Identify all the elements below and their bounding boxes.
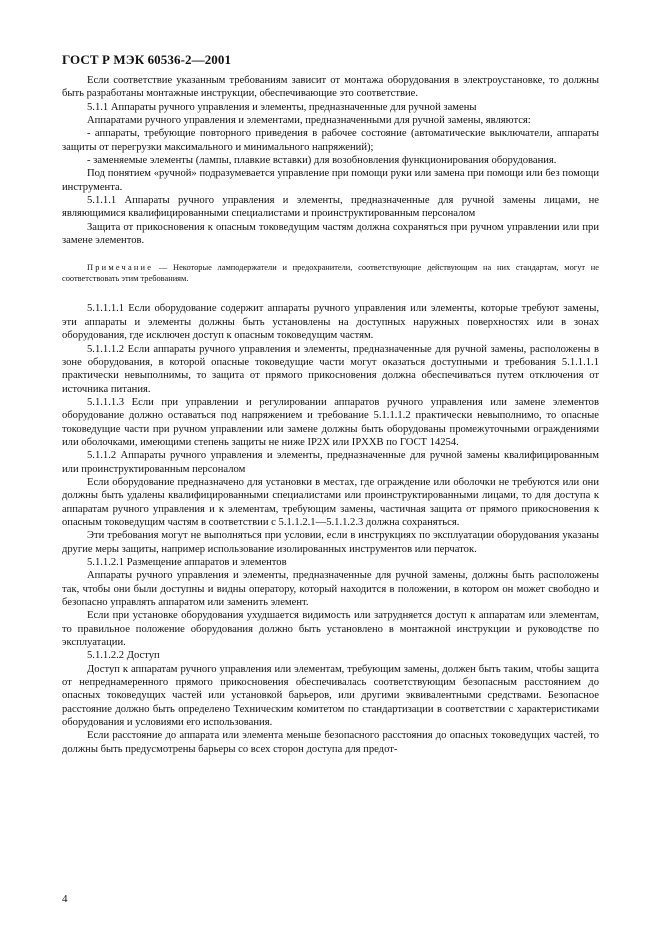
page-number: 4 xyxy=(62,893,68,905)
section-heading: 5.1.1.1 Аппараты ручного управления и элементы, предназначенные для ручной замены лицами, не являющимися квалифицированными специалистами и проинструктированным персоналом xyxy=(62,195,599,220)
note xyxy=(62,262,599,284)
section-heading: 5.1.1.2 Аппараты ручного управления и элементы, предназначенные для ручной замены квалифицированным или проинструктированным персоналом xyxy=(62,450,599,475)
list-item: - аппараты, требующие повторного приведения в рабочее состояние (автоматические выключатели, аппараты защиты от перегрузки максимального и минимального напряжений); xyxy=(62,128,599,153)
paragraph: 5.1.1.1.3 Если при управлении и регулировании аппаратов ручного управления или замене элементов оборудование должно оставаться под напряжением и требование 5.1.1.1.2 практически невыполнимо, то опасные токоведущие части при ручном управлении или замене должны быть оборудованы промежуточными ограждениями или оболочками, имеющими степень защиты не ниже IP2X или IPXXB по ГОСТ 14254. xyxy=(62,396,599,448)
section-heading: 5.1.1.2.2 Доступ xyxy=(87,650,160,662)
list-item: - заменяемые элементы (лампы, плавкие вставки) для возобновления функционирования оборудования. xyxy=(87,155,557,167)
paragraph: Под понятием «ручной» подразумевается управление при помощи руки или замена при помощи или без помощи инструмента. xyxy=(62,168,599,193)
section-heading: 5.1.1 Аппараты ручного управления и элементы, предназначенные для ручной замены xyxy=(87,101,477,113)
paragraph: Эти требования могут не выполняться при условии, если в инструкциях по эксплуатации оборудования указаны другие меры защиты, например использование изолированных инструментов или перчаток. xyxy=(62,530,599,555)
section-heading: 5.1.1.2.1 Размещение аппаратов и элементов xyxy=(87,557,287,568)
note-text: — Некоторые ламподержатели и предохранители, соответствующие действующим на них стандартам, могут не соответствовать этим требованиям. xyxy=(62,263,599,284)
paragraph: 5.1.1.1.1 Если оборудование содержит аппараты ручного управления или элементы, которые требуют замены, эти аппараты и элементы должны быть установлены на доступных наружных поверхностях или в зонах оборудования, где исключен доступ к опасным токоведущим частям. xyxy=(62,303,599,342)
document-body xyxy=(62,74,599,756)
paragraph: Если при установке оборудования ухудшается видимость или затрудняется доступ к аппаратам или элементам, то правильное положение оборудования должно быть установлено в монтажной инструкции и руководстве по эксплуатации. xyxy=(62,610,599,649)
note-label: Примечание xyxy=(87,263,154,273)
paragraph: 5.1.1.1.2 Если аппараты ручного управления и элементы, предназначенные для ручной замены, расположены в зоне оборудования, в которой опасные токоведущие части могут оказаться доступными и требования 5.1.1.1.1 практически невыполнимы, то защита от прямого прикосновения должна обеспечиваться путем отключения от источника питания. xyxy=(62,343,599,395)
document-header: ГОСТ Р МЭК 60536-2—2001 xyxy=(62,52,232,67)
paragraph: Если соответствие указанным требованиям зависит от монтажа оборудования в электроустановке, то должны быть разработаны монтажные инструкции, обеспечивающие это соответствие. xyxy=(62,75,599,100)
paragraph: Аппараты ручного управления и элементы, предназначенные для ручной замены, должны быть расположены так, чтобы они были доступны и видны оператору, который находится в положении, в котором он может свободно и безопасно управлять аппаратом или заменить элемент. xyxy=(62,570,599,609)
paragraph: Защита от прикосновения к опасным токоведущим частям должна сохраняться при ручном управлении или при замене элементов. xyxy=(62,221,599,247)
paragraph: Доступ к аппаратам ручного управления или элементам, требующим замены, должен быть таким, чтобы защита от непреднамеренного прямого прикосновения обеспечивалась соответствующим безопасным расстоянием до опасных токоведущих частей или установкой барьеров, или другими эквивалентными средствами. Безопасное расстояние должно быть определено Техническим комитетом по стандартизации в соответствии с характеристиками оборудования и условиями его использования. xyxy=(62,663,599,729)
paragraph: Если расстояние до аппарата или элемента меньше безопасного расстояния до опасных токоведущих частей, то должны быть предусмотрены барьеры со всех сторон доступа для предот- xyxy=(62,730,599,755)
paragraph: Если оборудование предназначено для установки в местах, где ограждение или оболочки не требуются или они должны быть удалены квалифицированными специалистами или проинструктированными лицами, то для доступа к аппаратам ручного управления и к элементам, требующим замены, частичная защита от прямого прикосновения к опасным токоведущим частям в соответствии с 5.1.1.2.1—5.1.1.2.3 должна сохраняться. xyxy=(62,476,599,528)
paragraph: Аппаратами ручного управления и элементами, предназначенными для ручной замены, являются: xyxy=(87,115,531,127)
